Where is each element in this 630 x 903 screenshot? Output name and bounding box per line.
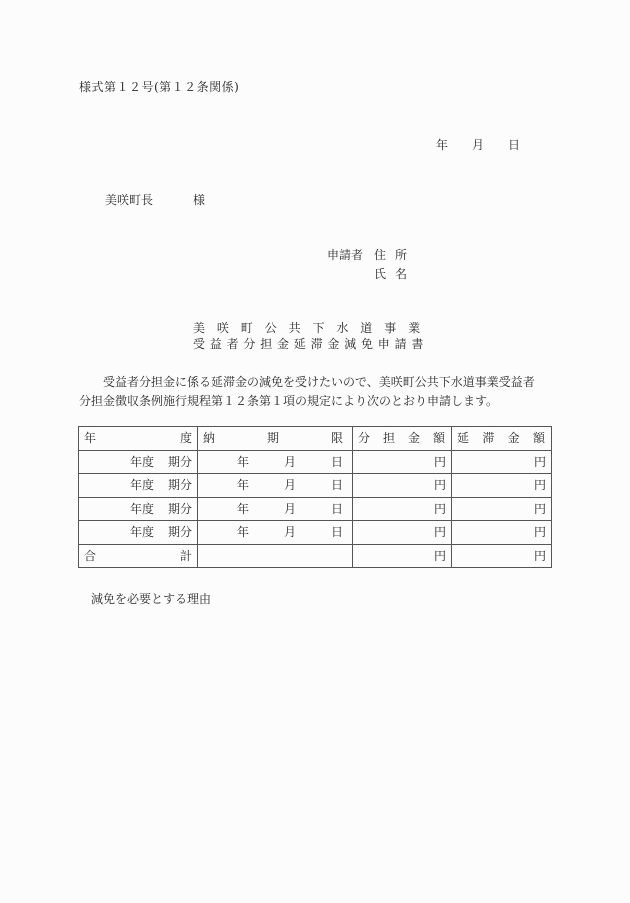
late-fee-cell[interactable]: 円	[452, 521, 552, 545]
late-fee-cell[interactable]: 円	[452, 450, 552, 474]
applicant-address-label: 住所	[374, 248, 417, 262]
header-late-fee: 延 滞 金 額	[452, 427, 552, 451]
total-share-amount-cell[interactable]: 円	[353, 544, 452, 568]
period-cell[interactable]: 年度 期分	[79, 521, 198, 545]
table-row	[79, 521, 552, 545]
table-header-row	[79, 427, 552, 451]
applicant-block	[327, 248, 416, 286]
table-row	[79, 450, 552, 474]
table-row	[79, 497, 552, 521]
applicant-label: 申請者	[327, 248, 364, 262]
header-share-amount: 分 担 金 額	[353, 427, 452, 451]
body-line-2: 分担金徴収条例施行規程第１２条第１項の規定により次のとおり申請します。	[79, 394, 499, 408]
applicant-name-label: 氏名	[374, 267, 417, 281]
period-cell[interactable]: 年度 期分	[79, 474, 198, 498]
share-amount-cell[interactable]: 円	[353, 474, 452, 498]
form-number: 様式第１２号(第１２条関係)	[79, 80, 240, 94]
title-line-2: 受益者分担金延滞金減免申請書	[193, 337, 429, 351]
addressee	[105, 193, 205, 207]
body-line-1: 受益者分担金に係る延滞金の減免を受けたいので、美咲町公共下水道事業受益者	[103, 375, 535, 389]
title-line-1: 美咲町公共下水道事業	[193, 321, 433, 335]
header-deadline: 納 期 限	[198, 427, 353, 451]
deadline-cell[interactable]: 年 月 日	[198, 450, 353, 474]
total-late-fee-cell[interactable]: 円	[452, 544, 552, 568]
period-cell[interactable]: 年度 期分	[79, 450, 198, 474]
header-fiscal-year: 年 度	[79, 427, 198, 451]
reason-label: 減免を必要とする理由	[91, 592, 212, 606]
document-title	[193, 321, 432, 353]
installment-table	[78, 426, 552, 568]
share-amount-cell[interactable]: 円	[353, 497, 452, 521]
addressee-name: 美咲町長	[105, 193, 154, 207]
total-deadline-cell	[198, 544, 353, 568]
deadline-cell[interactable]: 年 月 日	[198, 521, 353, 545]
addressee-honorific: 様	[193, 193, 206, 207]
late-fee-cell[interactable]: 円	[452, 474, 552, 498]
table-total-row	[79, 544, 552, 568]
deadline-cell[interactable]: 年 月 日	[198, 497, 353, 521]
table-row	[79, 474, 552, 498]
share-amount-cell[interactable]: 円	[353, 450, 452, 474]
total-label-cell: 合 計	[79, 544, 198, 568]
late-fee-cell[interactable]: 円	[452, 497, 552, 521]
date-day-label: 日	[508, 138, 521, 152]
date-line	[436, 138, 520, 152]
date-year-label: 年	[436, 138, 449, 152]
body-text	[79, 373, 559, 411]
date-month-label: 月	[472, 138, 485, 152]
share-amount-cell[interactable]: 円	[353, 521, 452, 545]
deadline-cell[interactable]: 年 月 日	[198, 474, 353, 498]
period-cell[interactable]: 年度 期分	[79, 497, 198, 521]
